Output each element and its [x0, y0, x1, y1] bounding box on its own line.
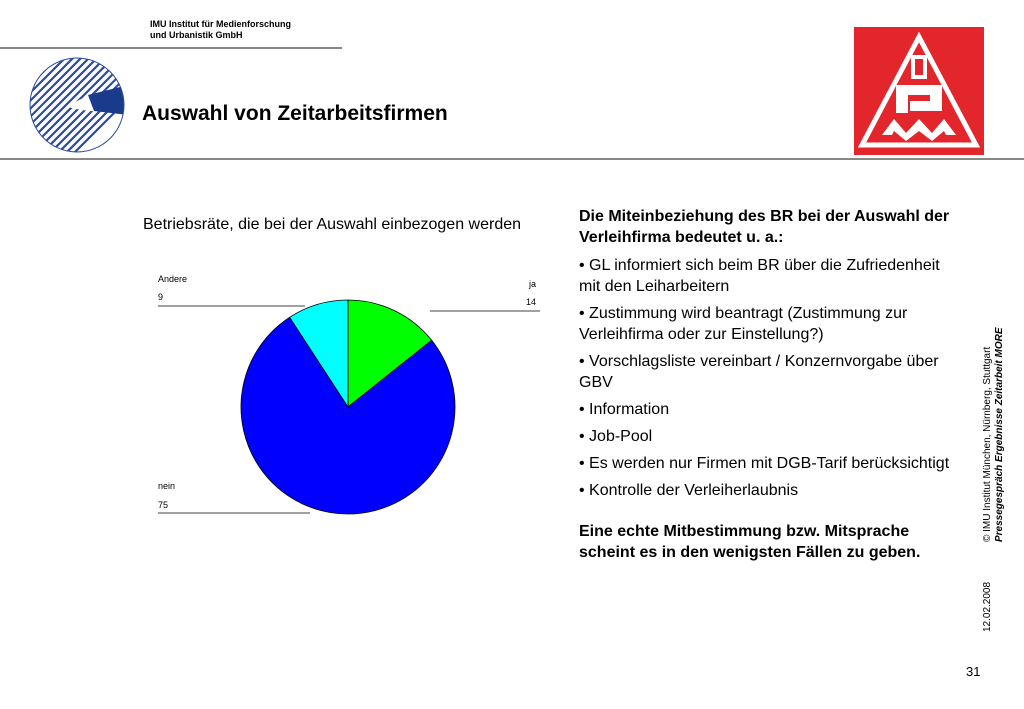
pie-label-nein: nein: [158, 481, 176, 491]
pie-chart: [140, 266, 560, 526]
conclusion-text: Eine echte Mitbestimmung bzw. Mitsprache scheint es in den wenigsten Fällen zu geben.: [579, 523, 921, 561]
institute-line-1: IMU Institut für Medienforschung: [150, 19, 291, 29]
bullet-item: • Zustimmung wird beantragt (Zustimmung zur Verleihfirma oder zur Einstellung?): [579, 305, 908, 343]
explanation-text: [579, 206, 959, 563]
bullet-item: • Kontrolle der Verleiherlaubnis: [579, 482, 799, 499]
title-divider: [0, 158, 1024, 160]
bullet-item: • Job-Pool: [579, 428, 653, 445]
footer-date: 12.02.2008: [982, 581, 993, 632]
imu-globe-logo: [28, 55, 130, 155]
ig-metall-logo: [854, 27, 984, 155]
bullet-item: • Es werden nur Firmen mit DGB-Tarif berücksichtigt: [579, 455, 950, 472]
bullet-item: • GL informiert sich beim BR über die Zufriedenheit mit den Leiharbeitern: [579, 257, 940, 295]
bullet-item: • Vorschlagsliste vereinbart / Konzernvorgabe über GBV: [579, 353, 939, 391]
footer-copyright: © IMU Institut München, Nürnberg, Stuttgart: [982, 346, 993, 542]
pie-value-andere: 9: [158, 292, 164, 302]
footer-event: Pressegespräch Ergebnisse Zeitarbeit MORE: [994, 327, 1005, 542]
header-divider: [0, 47, 342, 49]
bullet-item: • Information: [579, 401, 670, 418]
pie-value-nein: 75: [158, 500, 169, 510]
pie-label-andere: Andere: [158, 274, 188, 284]
pie-value-ja: 14: [525, 297, 536, 307]
page-title: Auswahl von Zeitarbeitsfirmen: [142, 102, 448, 125]
page-number: 31: [966, 664, 981, 679]
pie-label-ja: ja: [528, 279, 536, 289]
institute-line-2: und Urbanistik GmbH: [150, 30, 243, 40]
chart-title: Betriebsräte, die bei der Auswahl einbezogen werden: [143, 216, 522, 233]
explanation-heading: Die Miteinbeziehung des BR bei der Auswahl der Verleihfirma bedeutet u. a.:: [579, 208, 950, 246]
institute-name: [150, 19, 291, 41]
